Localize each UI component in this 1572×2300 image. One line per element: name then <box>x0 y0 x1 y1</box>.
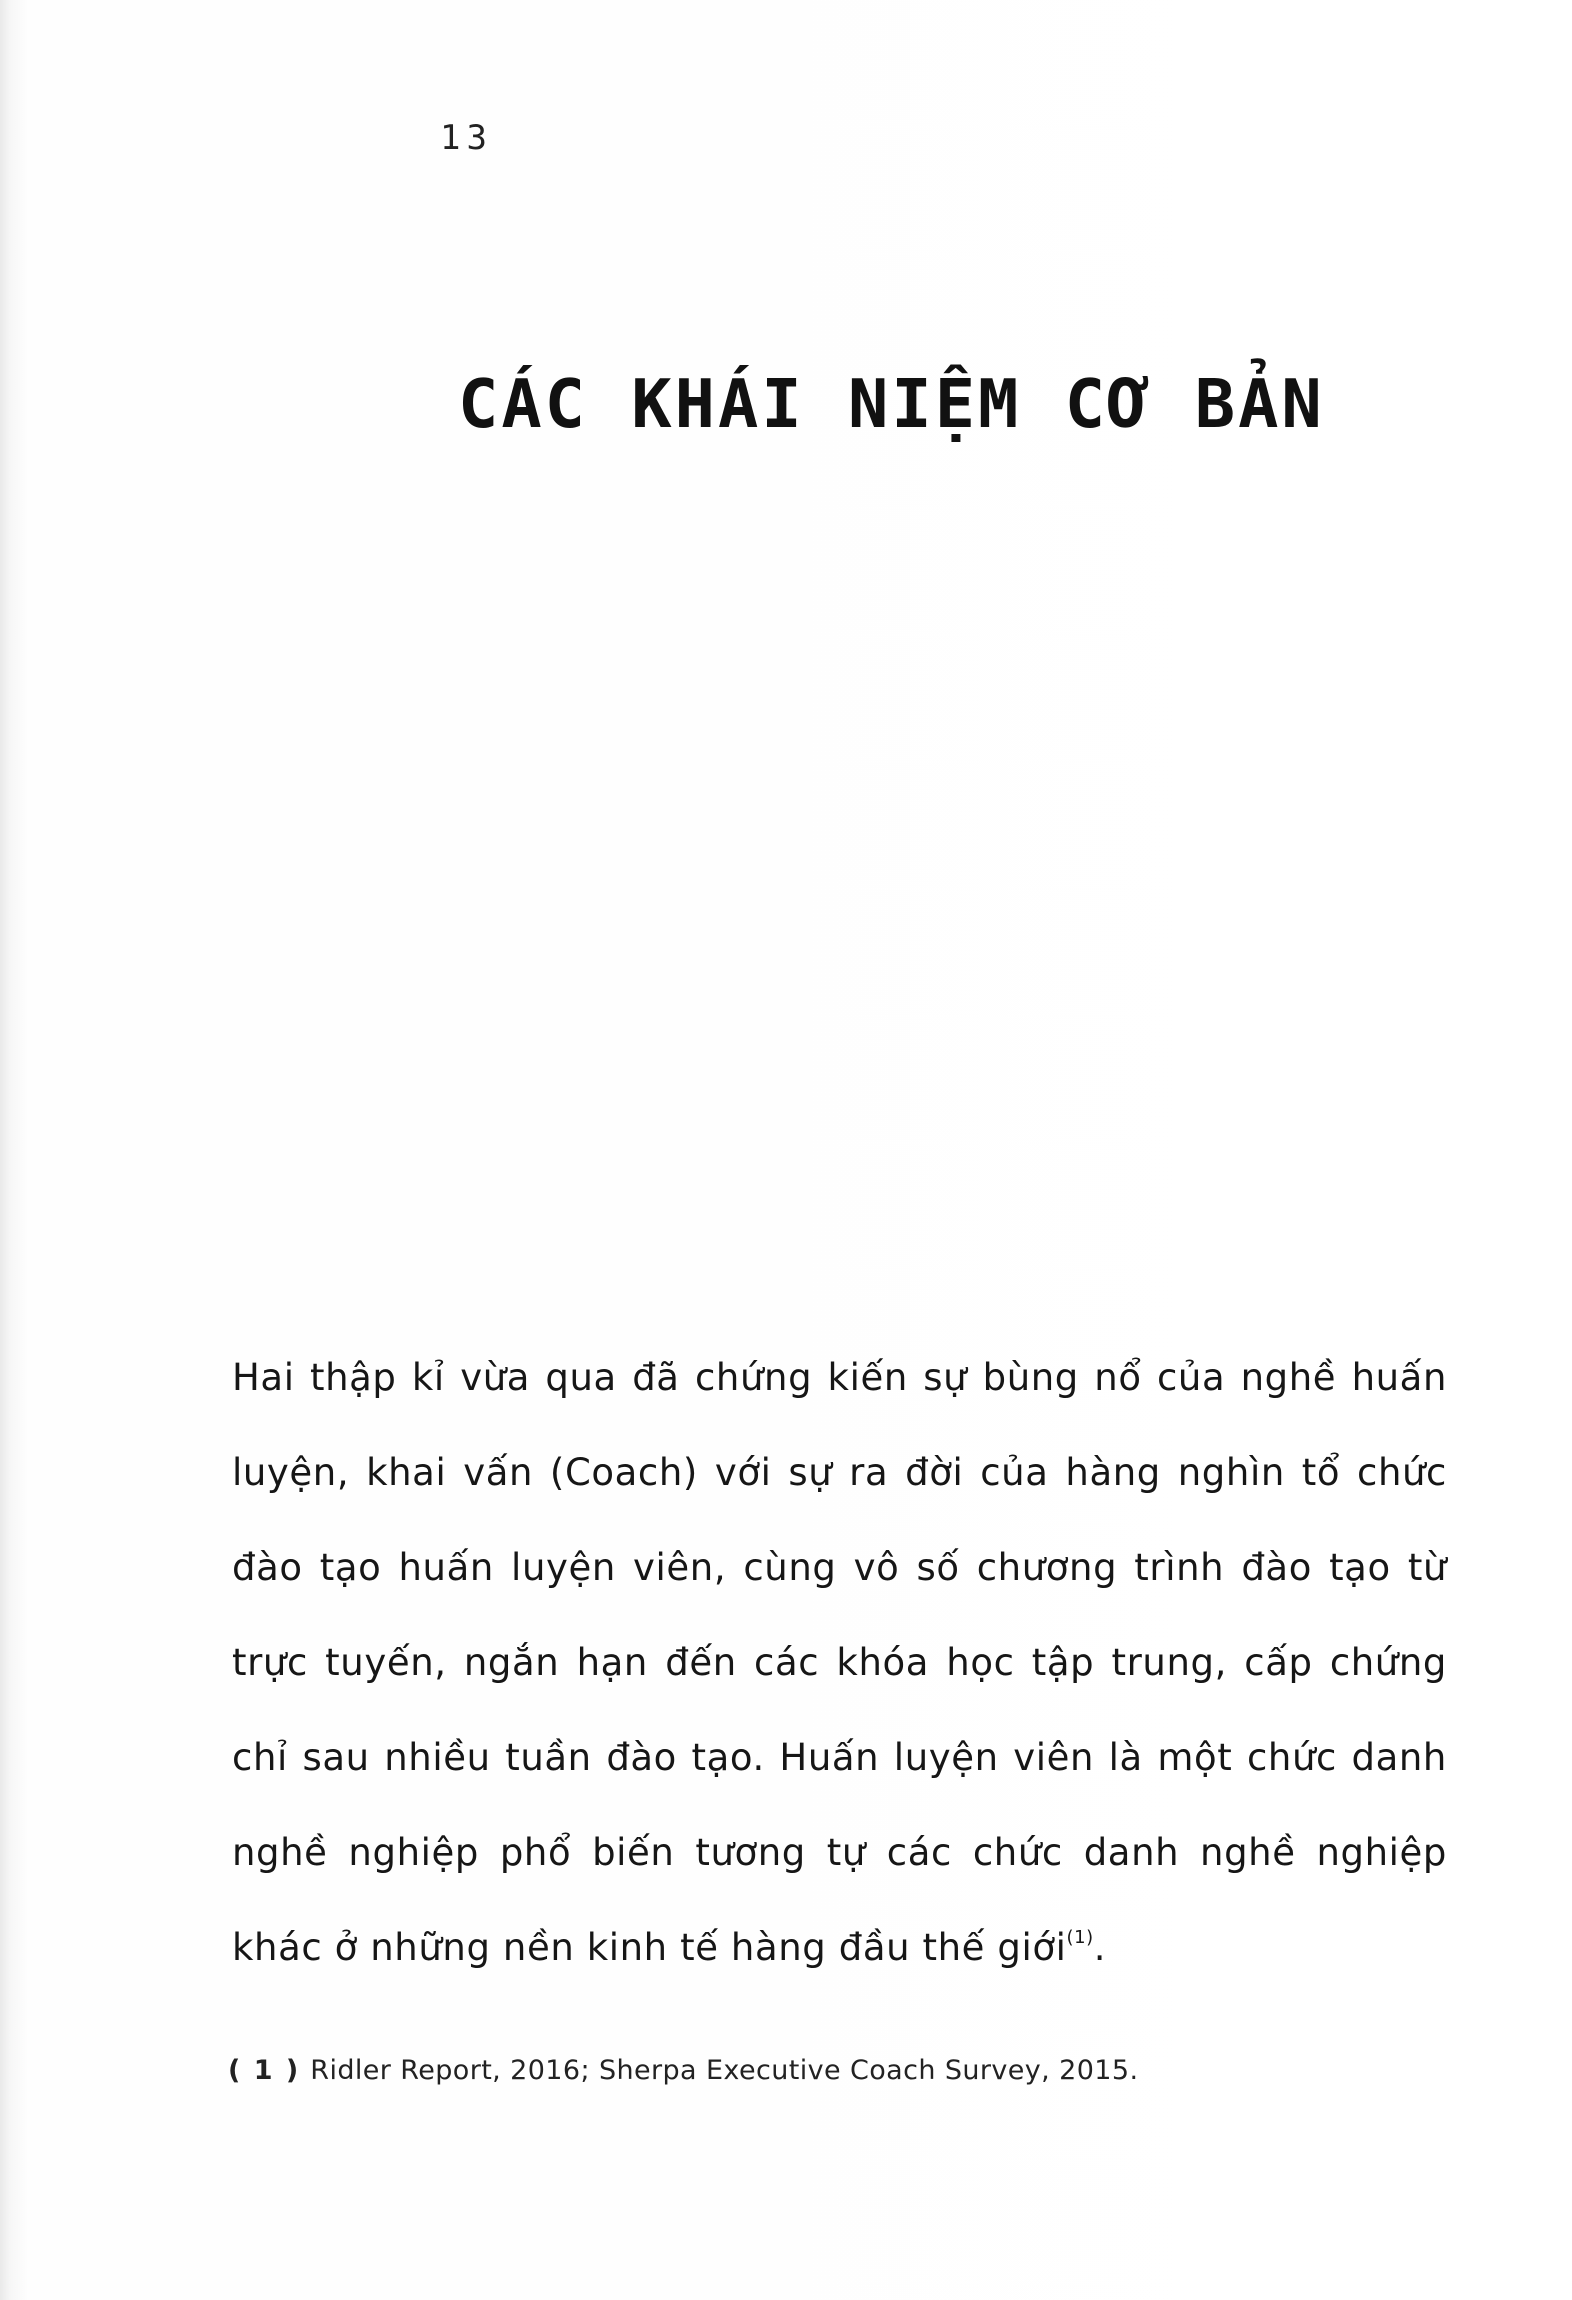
footnote <box>228 2055 1458 2086</box>
footnote-reference: (1) <box>1066 1926 1094 1948</box>
paragraph-end: . <box>1093 1926 1107 1969</box>
footnote-marker: ( 1 ) <box>228 2055 301 2086</box>
footnote-text: Ridler Report, 2016; Sherpa Executive Coach Survey, 2015. <box>310 2055 1139 2086</box>
page-number: 13 <box>440 118 493 158</box>
paragraph-text: Hai thập kỉ vừa qua đã chứng kiến sự bùng nổ của nghề huấn luyện, khai vấn (Coach) với sự ra đời của hàng nghìn tổ chức đào tạo huấn luyện viên, cùng vô số chương trình đào tạo từ trực tuyến, ngắn hạn đến các khóa học tập trung, cấp chứng chỉ sau nhiều tuần đào tạo. Huấn luyện viên là một chức danh nghề nghiệp phổ biến tương tự các chức danh nghề nghiệp khác ở những nền kinh tế hàng đầu thế giới <box>232 1356 1447 1969</box>
body-paragraph <box>232 1330 1447 1995</box>
chapter-title: CÁC KHÁI NIỆM CƠ BẢN <box>458 365 1325 443</box>
